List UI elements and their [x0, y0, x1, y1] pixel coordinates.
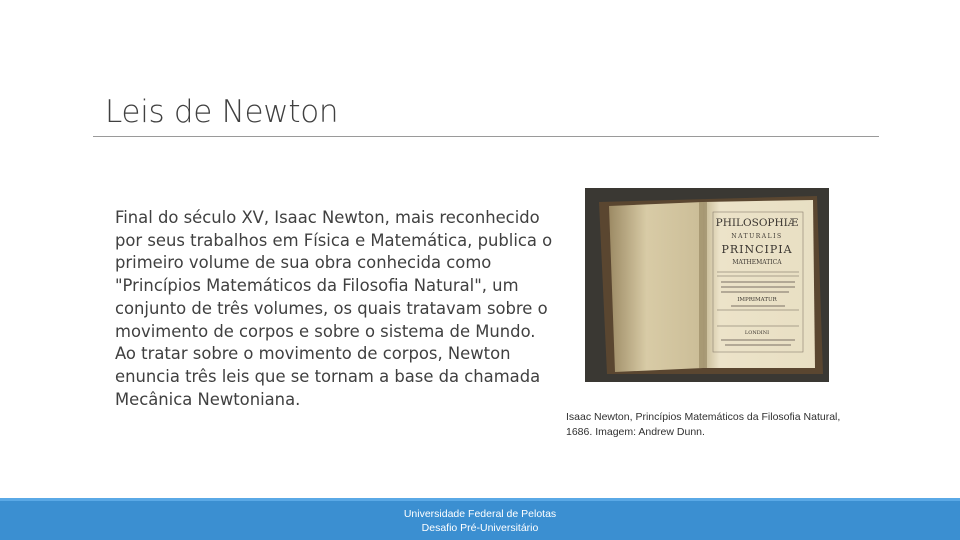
book-imprimatur: IMPRIMATUR: [737, 297, 777, 303]
principia-book-photo: [585, 188, 829, 382]
caption-line-2: 1686. Imagem: Andrew Dunn.: [566, 426, 705, 438]
title-divider: [93, 136, 879, 137]
slide-title: Leis de Newton: [105, 94, 339, 130]
book-title: PRINCIPIA: [721, 243, 793, 256]
body-paragraph: Final do século XV, Isaac Newton, mais reconhecido por seus trabalhos em Física e Matemática, publica o primeiro volume de sua obra conhecida como "Princípios Matemáticos da Filosofia Natural", um conjunto de três volumes, os quais tratavam sobre o movimento de corpos e sobre o sistema de Mundo. Ao tratar sobre o movimento de corpos, Newton enuncia três leis que se tornam a base da chamada Mecânica Newtoniana.: [115, 208, 553, 409]
caption-line-1: Isaac Newton, Princípios Matemáticos da Filosofia Natural,: [566, 411, 841, 423]
book-sub2: MATHEMATICA: [732, 259, 782, 266]
image-caption: [566, 410, 866, 440]
footer-university: Universidade Federal de Pelotas: [403, 508, 557, 520]
footer-program: Desafio Pré-Universitário: [421, 522, 539, 534]
book-heading: PHILOSOPHIÆ: [715, 217, 799, 229]
footer-text: [0, 507, 960, 535]
book-londini: LONDINI: [744, 330, 770, 336]
book-sub1: NATURALIS: [731, 233, 783, 240]
